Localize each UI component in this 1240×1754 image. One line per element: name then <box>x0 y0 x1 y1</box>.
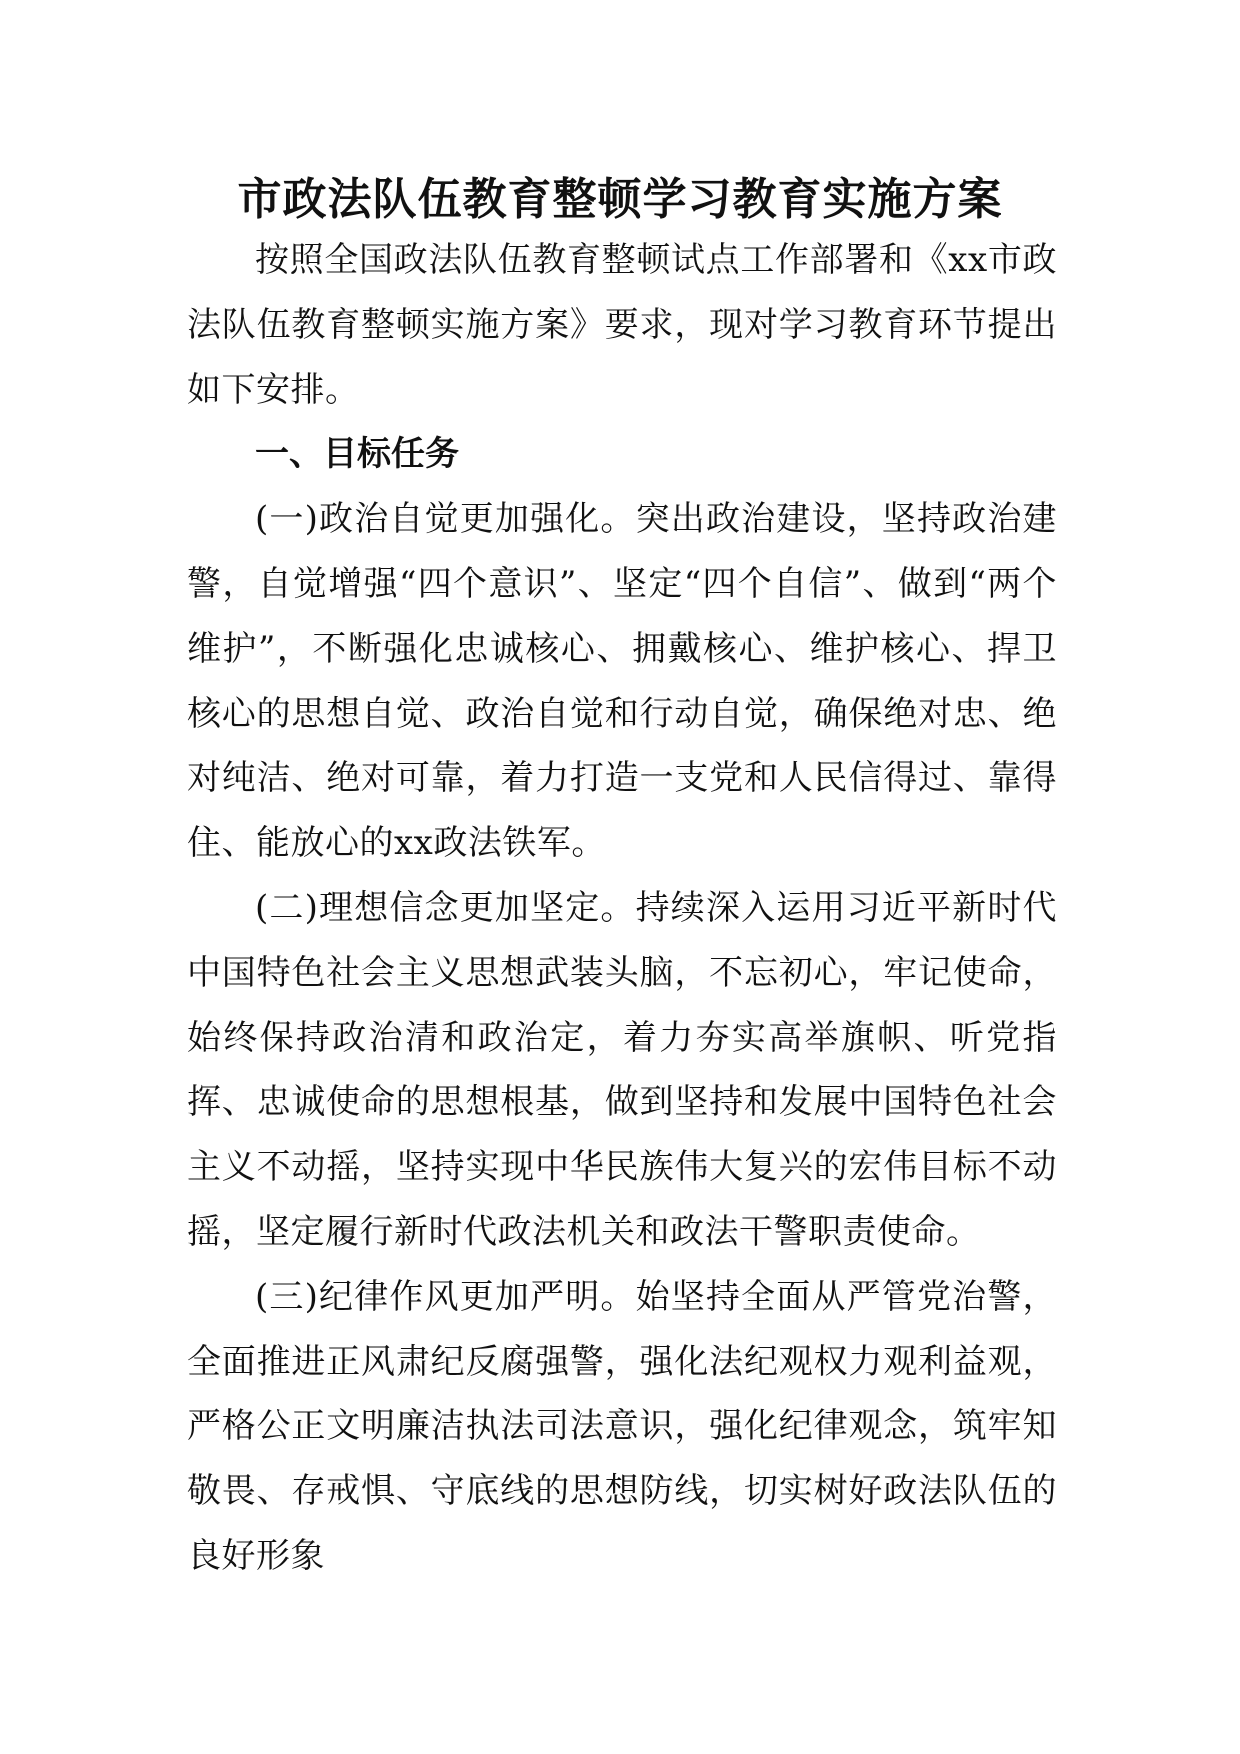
section-heading-goals: 一、目标任务 <box>255 434 459 475</box>
intro-paragraph: 按照全国政法队伍教育整顿试点工作部署和《xx市政法队伍教育整顿实施方案》要求，现对学习教育环节提出如下安排。 <box>187 240 1057 410</box>
goal-item-2: (二)理想信念更加坚定。持续深入运用习近平新时代中国特色社会主义思想武装头脑，不忘初心，牢记使命，始终保持政治清和政治定，着力夯实高举旗帜、听党指挥、忠诚使命的思想根基，做到坚持和发展中国特色社会主义不动摇，坚持实现中华民族伟大复兴的宏伟目标不动摇，坚定履行新时代政法机关和政法干警职责使命。 <box>187 887 1057 1252</box>
document-body <box>187 228 1057 1589</box>
goal-item-1: (一)政治自觉更加强化。突出政治建设，坚持政治建警，自觉增强“四个意识”、坚定“四个自信”、做到“两个维护”，不断强化忠诚核心、拥戴核心、维护核心、捍卫核心的思想自觉、政治自觉和行动自觉，确保绝对忠、绝对纯洁、绝对可靠，着力打造一支党和人民信得过、靠得住、能放心的xx政法铁军。 <box>187 499 1057 864</box>
goal-item-3: (三)纪律作风更加严明。始坚持全面从严管党治警，全面推进正风肃纪反腐强警，强化法纪观权力观利益观，严格公正文明廉洁执法司法意识，强化纪律观念，筑牢知敬畏、存戒惧、守底线的思想防线，切实树好政法队伍的良好形象 <box>187 1276 1057 1576</box>
document-title: 市政法队伍教育整顿学习教育实施方案 <box>237 174 1003 225</box>
